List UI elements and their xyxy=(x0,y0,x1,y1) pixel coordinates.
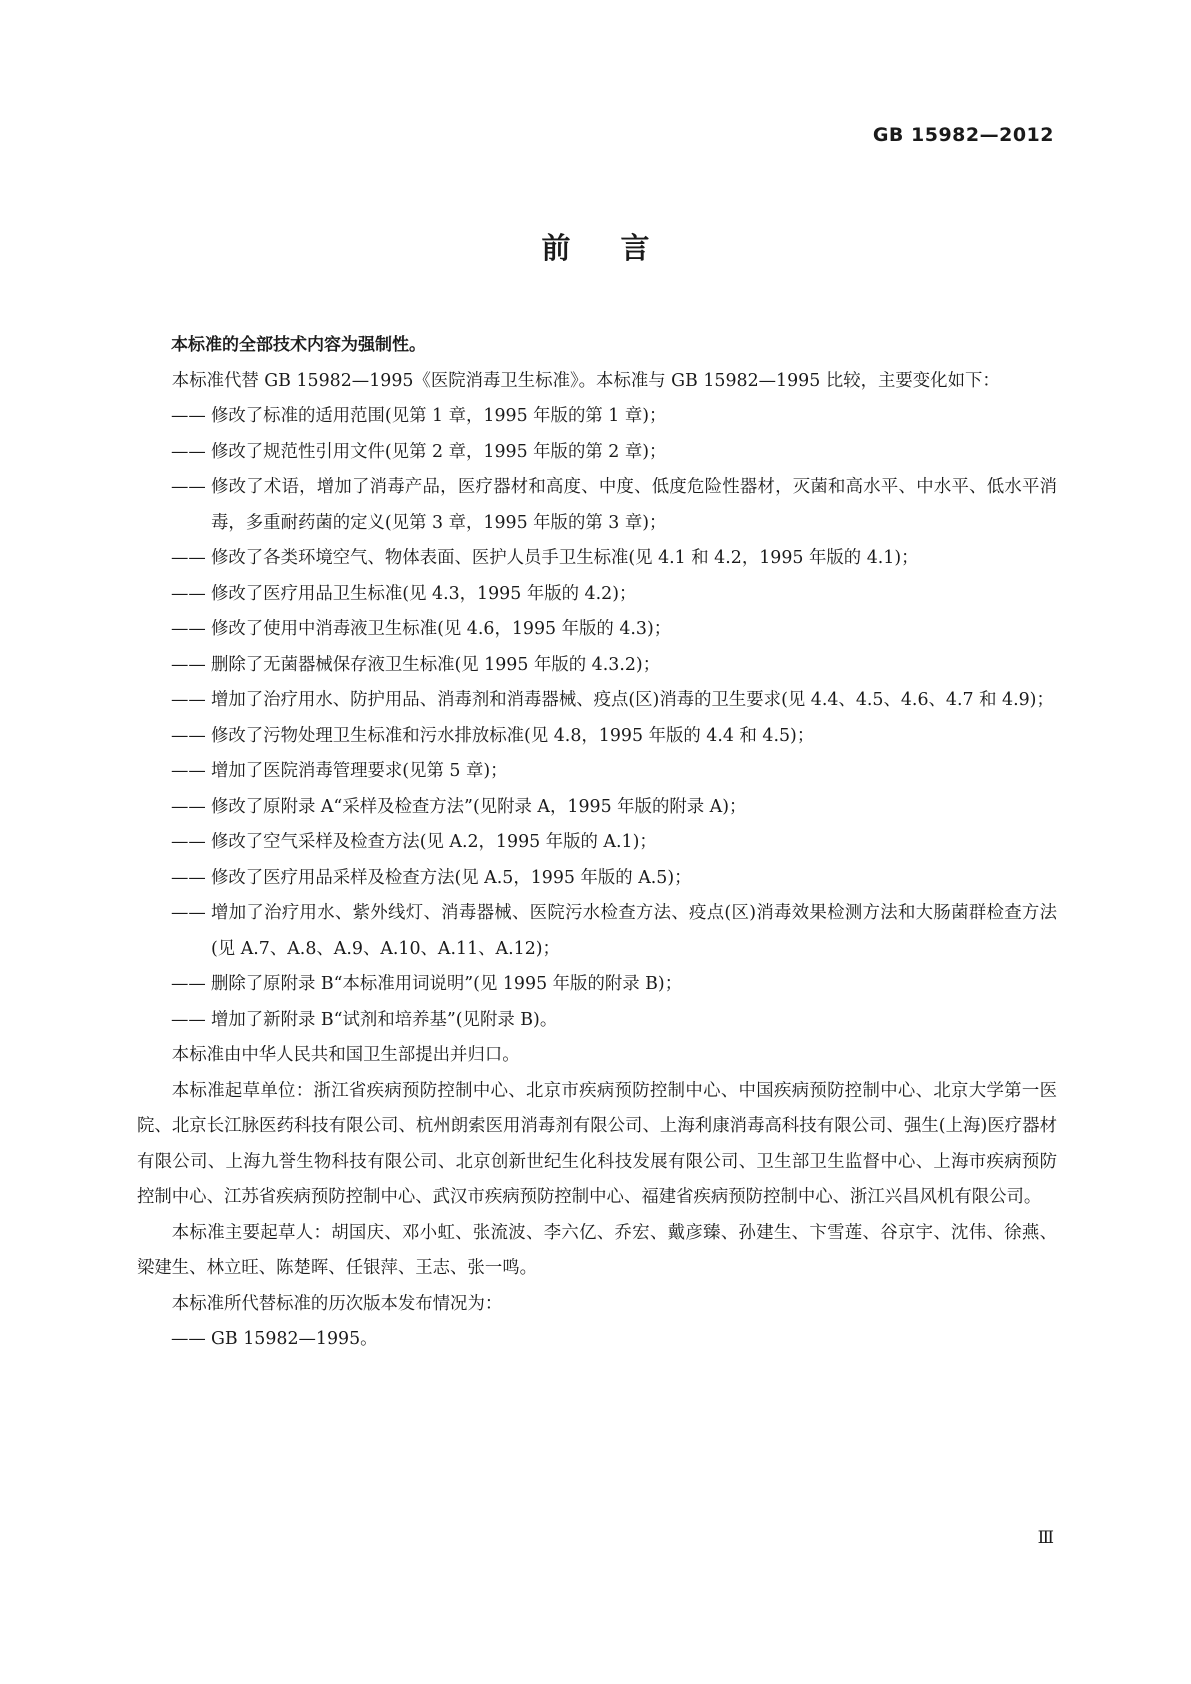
list-item-text: 修改了规范性引用文件(见第 2 章，1995 年版的第 2 章)； xyxy=(211,441,667,462)
list-item xyxy=(137,1322,1057,1358)
list-item-text: 修改了医疗用品采样及检查方法(见 A.5，1995 年版的 A.5)； xyxy=(211,867,692,888)
dash-marker: —— xyxy=(171,832,206,852)
changes-list xyxy=(137,399,1057,1038)
list-item xyxy=(137,896,1057,967)
dash-marker: —— xyxy=(171,796,206,817)
list-item xyxy=(137,825,1057,861)
drafters: 本标准主要起草人：胡国庆、邓小虹、张流波、李六亿、乔宏、戴彦臻、孙建生、卞雪莲、谷京宇、沈伟、徐燕、梁建生、林立旺、陈楚晖、任银萍、王志、张一鸣。 xyxy=(137,1222,1057,1278)
list-item-text: 删除了无菌器械保存液卫生标准(见 1995 年版的 4.3.2)； xyxy=(211,654,661,675)
list-item xyxy=(137,719,1057,755)
dash-marker: —— xyxy=(171,1009,206,1030)
list-item-text: 修改了医疗用品卫生标准(见 4.3，1995 年版的 4.2)； xyxy=(211,583,637,604)
list-item-text: GB 15982—1995。 xyxy=(211,1329,378,1349)
standard-code: GB 15982—2012 xyxy=(872,124,1054,146)
list-item xyxy=(137,399,1057,435)
list-item xyxy=(137,754,1057,790)
dash-marker: —— xyxy=(171,1329,206,1349)
dash-marker: —— xyxy=(171,654,206,675)
list-item xyxy=(137,435,1057,471)
list-item-text: 修改了各类环境空气、物体表面、医护人员手卫生标准(见 4.1 和 4.2，1995 年版的 4.1)； xyxy=(211,548,919,568)
list-item xyxy=(137,470,1057,541)
list-item xyxy=(137,861,1057,897)
list-item xyxy=(137,790,1057,826)
dash-marker: —— xyxy=(171,867,206,888)
history-intro: 本标准所代替标准的历次版本发布情况为： xyxy=(171,1293,503,1314)
list-item xyxy=(137,612,1057,648)
list-item-text: 删除了原附录 B“本标准用词说明”(见 1995 年版的附录 B)； xyxy=(211,974,683,994)
list-item-text: 增加了治疗用水、防护用品、消毒剂和消毒器械、疫点(区)消毒的卫生要求(见 4.4、4.5、4.6、4.7 和 4.9)； xyxy=(211,690,1054,710)
list-item xyxy=(137,683,1057,719)
list-item-text: 修改了原附录 A“采样及检查方法”(见附录 A，1995 年版的附录 A)； xyxy=(211,796,747,817)
dash-marker: —— xyxy=(171,761,206,781)
dash-marker: —— xyxy=(171,619,206,639)
list-item xyxy=(137,541,1057,577)
list-item-text: 修改了污物处理卫生标准和污水排放标准(见 4.8，1995 年版的 4.4 和 4.5)； xyxy=(211,725,815,746)
foreword-body xyxy=(137,328,1057,1358)
dash-marker: —— xyxy=(171,690,206,710)
dash-marker: —— xyxy=(171,406,206,426)
list-item-text: 增加了治疗用水、紫外线灯、消毒器械、医院污水检查方法、疫点(区)消毒效果检测方法和大肠菌群检查方法(见 A.7、A.8、A.9、A.10、A.11、A.12)； xyxy=(211,903,1057,959)
proposer-statement: 本标准由中华人民共和国卫生部提出并归口。 xyxy=(171,1045,520,1065)
list-item xyxy=(137,577,1057,613)
list-item-text: 修改了空气采样及检查方法(见 A.2，1995 年版的 A.1)； xyxy=(211,832,657,852)
list-item xyxy=(137,1003,1057,1039)
list-item xyxy=(137,967,1057,1003)
drafting-units: 本标准起草单位：浙江省疾病预防控制中心、北京市疾病预防控制中心、中国疾病预防控制中心、北京大学第一医院、北京长江脉医药科技有限公司、杭州朗索医用消毒剂有限公司、上海利康消毒高科技有限公司、强生(上海)医疗器材有限公司、上海九誉生物科技有限公司、北京创新世纪生化科技发展有限公司、卫生部卫生监督中心、上海市疾病预防控制中心、江苏省疾病预防控制中心、武汉市疾病预防控制中心、福建省疾病预防控制中心、浙江兴昌风机有限公司。 xyxy=(137,1080,1057,1207)
list-item-text: 增加了新附录 B“试剂和培养基”(见附录 B)。 xyxy=(211,1009,558,1030)
page-title: 前言 xyxy=(541,231,700,265)
dash-marker: —— xyxy=(171,725,206,746)
dash-marker: —— xyxy=(171,583,206,604)
list-item-text: 修改了标准的适用范围(见第 1 章，1995 年版的第 1 章)； xyxy=(211,406,667,426)
dash-marker: —— xyxy=(171,548,206,568)
replacement-statement: 本标准代替 GB 15982—1995《医院消毒卫生标准》。本标准与 GB 15982—1995 比较，主要变化如下： xyxy=(171,370,1000,391)
mandatory-statement: 本标准的全部技术内容为强制性。 xyxy=(171,335,426,355)
page-number: Ⅲ xyxy=(1037,1528,1053,1548)
history-list xyxy=(137,1322,1057,1358)
dash-marker: —— xyxy=(171,903,206,923)
list-item-text: 增加了医院消毒管理要求(见第 5 章)； xyxy=(211,761,508,781)
list-item-text: 修改了术语，增加了消毒产品，医疗器材和高度、中度、低度危险性器材，灭菌和高水平、中水平、低水平消毒，多重耐药菌的定义(见第 3 章，1995 年版的第 3 章)； xyxy=(211,477,1057,533)
list-item xyxy=(137,648,1057,684)
dash-marker: —— xyxy=(171,477,206,497)
dash-marker: —— xyxy=(171,441,206,462)
dash-marker: —— xyxy=(171,974,206,994)
list-item-text: 修改了使用中消毒液卫生标准(见 4.6，1995 年版的 4.3)； xyxy=(211,619,672,639)
